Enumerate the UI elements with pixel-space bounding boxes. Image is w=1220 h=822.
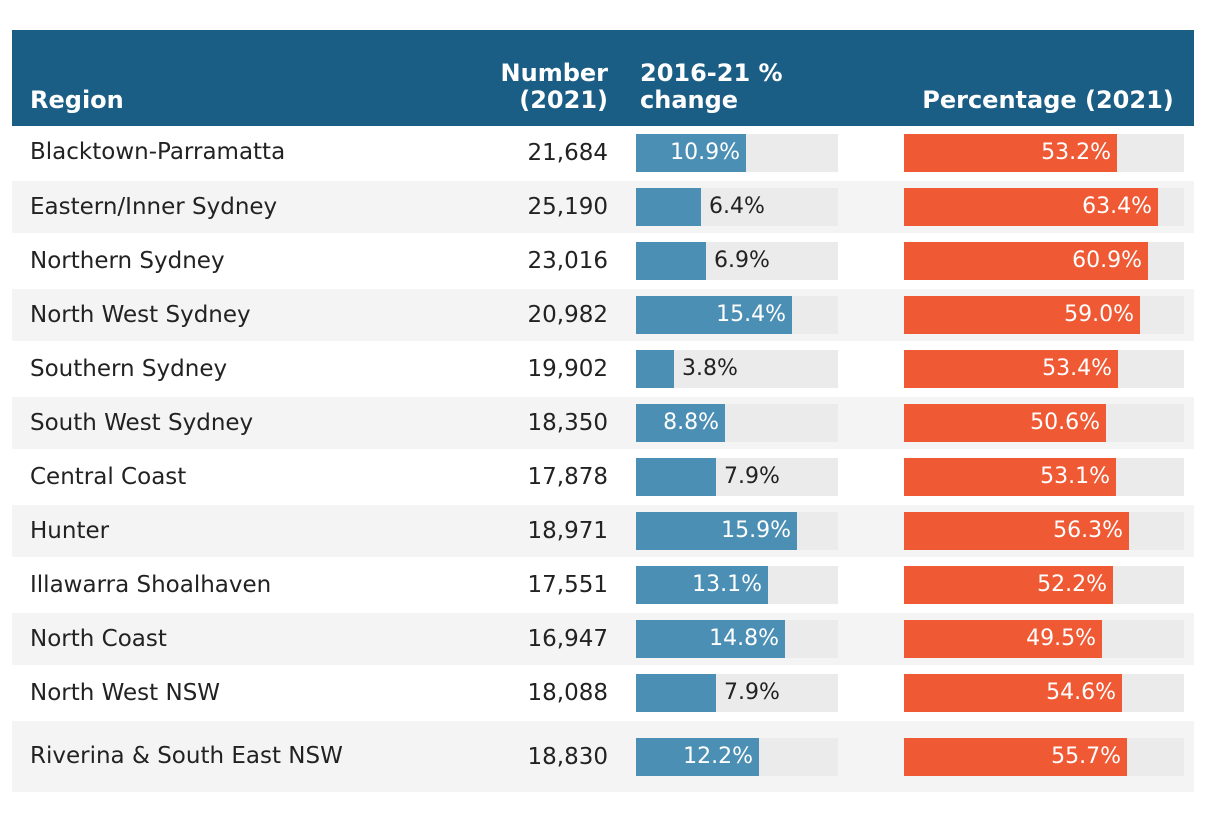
table-row — [12, 612, 1194, 666]
change-bar-fill — [636, 620, 785, 658]
percentage-bar-track — [904, 512, 1184, 550]
cell-region: Eastern/Inner Sydney — [12, 180, 412, 234]
cell-number: 19,902 — [412, 342, 632, 396]
column-header-change-label — [632, 60, 902, 126]
cell-change-bar — [632, 180, 902, 234]
percentage-bar-label: 53.4% — [1042, 356, 1112, 381]
cell-percentage-bar — [902, 612, 1194, 666]
cell-region: Central Coast — [12, 450, 412, 504]
table-row — [12, 126, 1194, 180]
percentage-bar-label: 56.3% — [1053, 518, 1123, 543]
cell-percentage-bar — [902, 234, 1194, 288]
change-bar-track — [636, 458, 838, 496]
statistics-table — [12, 30, 1194, 792]
percentage-bar-track — [904, 620, 1184, 658]
percentage-bar-label: 49.5% — [1026, 626, 1096, 651]
cell-change-bar — [632, 126, 902, 180]
cell-region: Southern Sydney — [12, 342, 412, 396]
cell-number: 18,088 — [412, 666, 632, 720]
percentage-bar-track — [904, 188, 1184, 226]
table-row — [12, 558, 1194, 612]
cell-percentage-bar — [902, 342, 1194, 396]
column-header-number-label — [412, 60, 632, 126]
change-bar-track — [636, 296, 838, 334]
cell-region: Blacktown-Parramatta — [12, 126, 412, 180]
change-bar-fill — [636, 404, 725, 442]
change-bar-label: 10.9% — [670, 139, 740, 165]
percentage-bar-label: 60.9% — [1072, 248, 1142, 273]
cell-number: 20,982 — [412, 288, 632, 342]
change-bar-fill — [636, 674, 716, 712]
change-bar-track — [636, 566, 838, 604]
table-row — [12, 720, 1194, 792]
change-bar-track — [636, 512, 838, 550]
percentage-bar-label: 53.1% — [1040, 464, 1110, 489]
change-bar-label: 14.8% — [709, 626, 779, 651]
cell-change-bar — [632, 396, 902, 450]
cell-percentage-bar — [902, 504, 1194, 558]
table-row — [12, 450, 1194, 504]
column-header-region — [12, 30, 412, 126]
percentage-bar-fill — [904, 674, 1122, 712]
change-bar-fill — [636, 458, 716, 496]
change-bar-fill — [636, 134, 746, 172]
percentage-bar-label: 55.7% — [1051, 743, 1121, 769]
change-bar-label: 12.2% — [683, 743, 753, 769]
change-bar-label: 13.1% — [692, 572, 762, 597]
change-bar-label: 6.9% — [714, 248, 770, 273]
change-bar-fill — [636, 188, 701, 226]
cell-change-bar — [632, 558, 902, 612]
change-bar-track — [636, 620, 838, 658]
table-header — [12, 30, 1194, 126]
cell-number: 17,551 — [412, 558, 632, 612]
cell-percentage-bar — [902, 666, 1194, 720]
cell-percentage-bar — [902, 558, 1194, 612]
cell-change-bar — [632, 288, 902, 342]
cell-percentage-bar — [902, 720, 1194, 792]
cell-number: 23,016 — [412, 234, 632, 288]
cell-region: North West Sydney — [12, 288, 412, 342]
column-header-number-line1: Number — [500, 59, 608, 88]
percentage-bar-track — [904, 566, 1184, 604]
percentage-bar-fill — [904, 620, 1102, 658]
change-bar-fill — [636, 350, 674, 388]
percentage-bar-fill — [904, 350, 1118, 388]
change-bar-fill — [636, 512, 797, 550]
cell-change-bar — [632, 234, 902, 288]
column-header-change-line2: change — [640, 86, 739, 115]
cell-percentage-bar — [902, 450, 1194, 504]
percentage-bar-track — [904, 242, 1184, 280]
percentage-bar-label: 59.0% — [1064, 302, 1134, 327]
cell-region: North Coast — [12, 612, 412, 666]
percentage-bar-fill — [904, 738, 1127, 776]
table-row — [12, 396, 1194, 450]
percentage-bar-track — [904, 134, 1184, 172]
column-header-number-line2: (2021) — [519, 86, 608, 115]
cell-change-bar — [632, 612, 902, 666]
column-header-percentage-label: Percentage (2021) — [922, 86, 1174, 115]
cell-change-bar — [632, 504, 902, 558]
cell-region: Northern Sydney — [12, 234, 412, 288]
percentage-bar-fill — [904, 188, 1158, 226]
percentage-bar-track — [904, 458, 1184, 496]
cell-change-bar — [632, 666, 902, 720]
column-header-number — [412, 30, 632, 126]
percentage-bar-fill — [904, 242, 1148, 280]
change-bar-label: 7.9% — [724, 464, 780, 489]
column-header-region-label: Region — [30, 86, 124, 115]
change-bar-label: 3.8% — [682, 356, 738, 381]
table-row — [12, 234, 1194, 288]
cell-region: Illawarra Shoalhaven — [12, 558, 412, 612]
change-bar-track — [636, 350, 838, 388]
change-bar-track — [636, 134, 838, 172]
change-bar-track — [636, 738, 838, 776]
change-bar-label: 8.8% — [663, 410, 719, 435]
change-bar-track — [636, 242, 838, 280]
cell-region: Riverina & South East NSW — [12, 720, 412, 792]
table-row — [12, 342, 1194, 396]
cell-number: 17,878 — [412, 450, 632, 504]
percentage-bar-label: 53.2% — [1041, 139, 1111, 165]
table-body — [12, 126, 1194, 792]
change-bar-label: 15.4% — [716, 302, 786, 327]
change-bar-fill — [636, 738, 759, 776]
percentage-bar-fill — [904, 404, 1106, 442]
cell-change-bar — [632, 720, 902, 792]
table-row — [12, 180, 1194, 234]
cell-number: 18,830 — [412, 720, 632, 792]
percentage-bar-fill — [904, 134, 1117, 172]
cell-region: South West Sydney — [12, 396, 412, 450]
change-bar-fill — [636, 566, 768, 604]
cell-percentage-bar — [902, 180, 1194, 234]
percentage-bar-label: 52.2% — [1037, 572, 1107, 597]
cell-number: 21,684 — [412, 126, 632, 180]
change-bar-fill — [636, 296, 792, 334]
cell-percentage-bar — [902, 126, 1194, 180]
change-bar-label: 6.4% — [709, 194, 765, 219]
cell-number: 25,190 — [412, 180, 632, 234]
change-bar-fill — [636, 242, 706, 280]
column-header-change-line1: 2016-21 % — [640, 59, 783, 88]
cell-number: 16,947 — [412, 612, 632, 666]
percentage-bar-fill — [904, 566, 1113, 604]
column-header-percentage — [902, 30, 1194, 126]
cell-percentage-bar — [902, 396, 1194, 450]
change-bar-label: 15.9% — [721, 518, 791, 543]
cell-change-bar — [632, 342, 902, 396]
percentage-bar-fill — [904, 296, 1140, 334]
cell-percentage-bar — [902, 288, 1194, 342]
cell-region: Hunter — [12, 504, 412, 558]
percentage-bar-track — [904, 350, 1184, 388]
percentage-bar-track — [904, 404, 1184, 442]
cell-number: 18,971 — [412, 504, 632, 558]
cell-region: North West NSW — [12, 666, 412, 720]
percentage-bar-fill — [904, 512, 1129, 550]
statistics-table-container — [12, 30, 1194, 792]
cell-number: 18,350 — [412, 396, 632, 450]
table-row — [12, 288, 1194, 342]
change-bar-track — [636, 674, 838, 712]
column-header-change — [632, 30, 902, 126]
percentage-bar-track — [904, 738, 1184, 776]
percentage-bar-label: 50.6% — [1030, 410, 1100, 435]
table-row — [12, 666, 1194, 720]
change-bar-track — [636, 404, 838, 442]
change-bar-label: 7.9% — [724, 680, 780, 705]
change-bar-track — [636, 188, 838, 226]
percentage-bar-fill — [904, 458, 1116, 496]
percentage-bar-track — [904, 296, 1184, 334]
table-row — [12, 504, 1194, 558]
cell-change-bar — [632, 450, 902, 504]
percentage-bar-track — [904, 674, 1184, 712]
percentage-bar-label: 63.4% — [1082, 194, 1152, 219]
percentage-bar-label: 54.6% — [1046, 680, 1116, 705]
table-header-row — [12, 30, 1194, 126]
